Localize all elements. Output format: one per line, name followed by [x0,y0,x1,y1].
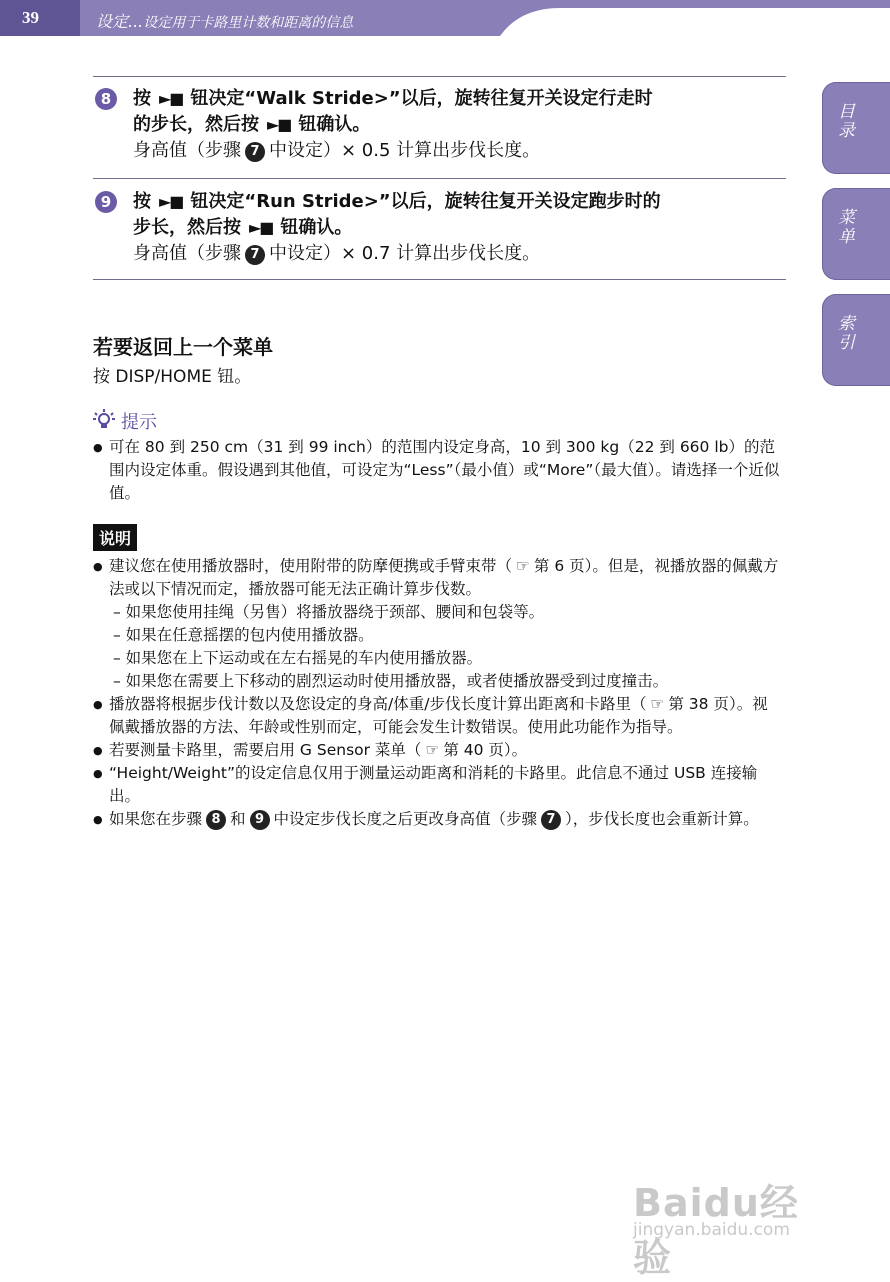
header-title [96,9,353,32]
tab-contents-label: 目录 [834,102,854,140]
list-item: ● 若要测量卡路里，需要启用 G Sensor 菜单（ ☞ 第 40 页）。 [93,739,783,762]
list-item: ● 建议您在使用播放器时，使用附带的防摩便携或手臂束带（ ☞ 第 6 页）。但是，视播放器的佩戴方法或以下情况而定，播放器可能无法正确计算步伐数。 [93,555,783,601]
tab-index-label: 索引 [834,314,854,352]
tab-index[interactable] [822,294,890,386]
play-stop-icon: ►■ [267,115,291,134]
section-heading: 若要返回上一个菜单 [93,335,273,359]
sub-item: – 如果您使用挂绳（另售）将播放器绕于颈部、腰间和包袋等。 [113,603,545,621]
step-number-badge: 9 [95,191,117,213]
hint-heading [93,408,157,434]
step-instruction: 按 ►■ 钮决定“Walk Stride>”以后，旋转往复开关设定行走时 的步长，然后按 ►■ 钮确认。 [133,86,793,138]
step-instruction: 按 ►■ 钮决定“Run Stride>”以后，旋转往复开关设定跑步时的 步长，然后按 ►■ 钮确认。 [133,189,793,241]
watermark-logo: Baidu经验 [633,1181,799,1280]
tab-contents[interactable] [822,82,890,174]
step-number-badge: 8 [95,88,117,110]
divider [93,76,786,77]
header-subtitle: 设定用于卡路里计数和距离的信息 [143,15,354,31]
step-note: 身高值（步骤 7 中设定）× 0.5 计算出步伐长度。 [133,140,541,161]
section-body: 按 DISP/HOME 钮。 [93,367,252,387]
sub-item: – 如果您在上下运动或在左右摇晃的车内使用播放器。 [113,649,483,667]
play-stop-icon: ►■ [249,218,273,237]
note-label: 说明 [93,524,137,551]
list-item: ● “Height/Weight”的设定信息仅用于测量运动距离和消耗的卡路里。此信息不通过 USB 连接输出。 [93,762,783,808]
step-ref-badge: 8 [206,810,226,830]
step-ref-badge: 7 [541,810,561,830]
watermark-url: jingyan.baidu.com [633,1220,790,1240]
step-note: 身高值（步骤 7 中设定）× 0.7 计算出步伐长度。 [133,243,541,264]
notes-list [93,555,783,831]
list-item: ● 播放器将根据步伐计数以及您设定的身高/体重/步伐长度计算出距离和卡路里（ ☞ 第 38 页）。视佩戴播放器的方法、年龄或性别而定，可能会发生计数错误。使用此功能作为指导。 [93,693,783,739]
page-ref-icon: ☞ [425,741,440,759]
tab-menu[interactable] [822,188,890,280]
sub-item: – 如果您在需要上下移动的剧烈运动时使用播放器，或者使播放器受到过度撞击。 [113,672,669,690]
page-ref-icon: ☞ [516,557,530,575]
page-ref-icon: ☞ [650,695,665,713]
divider [93,178,786,179]
watermark [633,1150,833,1280]
step-ref-badge: 9 [250,810,270,830]
page-number: 39 [22,8,39,27]
tab-menu-label: 菜单 [834,208,854,246]
hint-text [93,436,783,505]
play-stop-icon: ►■ [159,192,183,211]
page-header [0,0,890,36]
play-stop-icon: ►■ [159,89,183,108]
step-ref-badge: 7 [245,245,265,265]
list-item: ● 如果您在步骤 8 和 9 中设定步伐长度之后更改身高值（步骤 7 ），步伐长度也会重新计算。 [93,808,783,831]
hint-label: 提示 [121,412,157,433]
step-ref-badge: 7 [245,142,265,162]
list-item: ● 可在 80 到 250 cm（31 到 99 inch）的范围内设定身高，10 到 300 kg（22 到 660 lb）的范围内设定体重。假设遇到其他值，可设定为“Less”（最小值）或“More”（最大值）。请选择一个近似值。 [93,436,783,505]
sub-item: – 如果在任意摇摆的包内使用播放器。 [113,626,374,644]
lightbulb-icon [93,409,115,431]
divider [93,279,786,280]
header-section: 设定... [96,12,144,31]
